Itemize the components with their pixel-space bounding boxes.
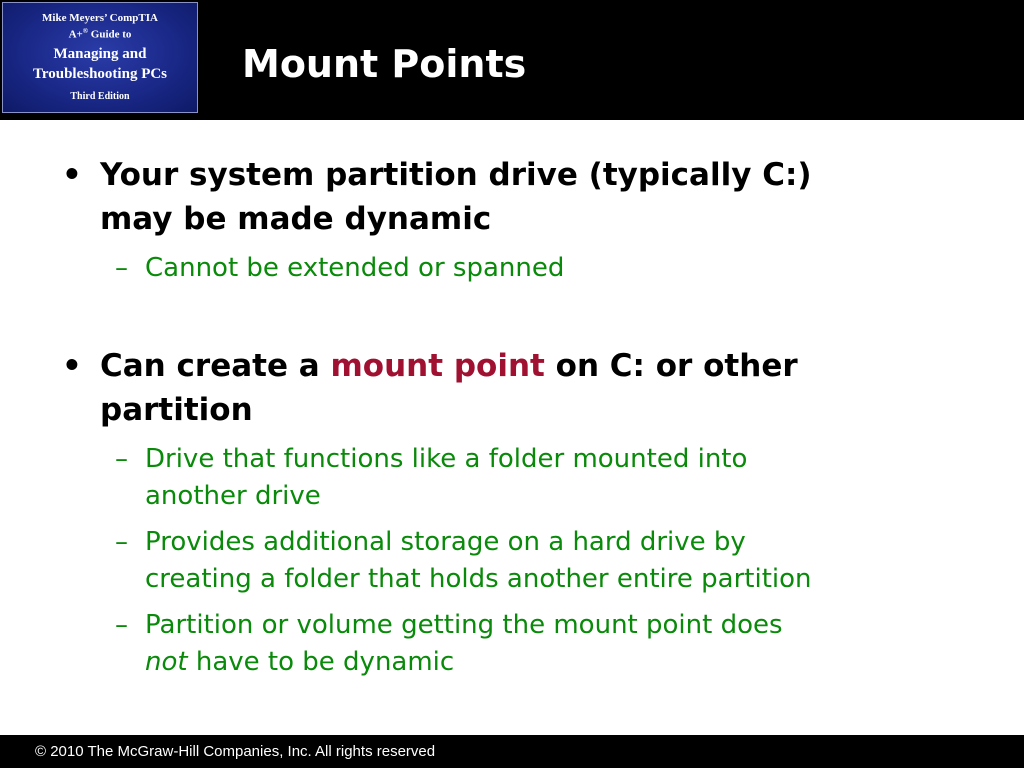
logo-title-line-1: Managing and xyxy=(53,45,147,62)
sub-bullet-text-line: another drive xyxy=(145,481,321,511)
mount-point-highlight: mount point xyxy=(330,348,545,384)
logo-guide-line: A+® Guide to xyxy=(68,27,132,41)
sub-bullet-text-line: Partition or volume getting the mount point does xyxy=(145,610,783,640)
bullet-text-line: Can create a mount point on C: or other xyxy=(100,348,798,384)
sub-bullet-text-line: Drive that functions like a folder mounted into xyxy=(145,444,748,474)
slide-title: Mount Points xyxy=(242,42,527,86)
logo-author-line: Mike Meyers’ CompTIA xyxy=(42,12,158,24)
sub-bullet-dash: – xyxy=(115,253,128,283)
sub-bullet-drive-folder xyxy=(115,441,985,515)
logo-title-line-2: Troubleshooting PCs xyxy=(32,65,168,82)
sub-bullet-dash: – xyxy=(115,610,128,640)
slide-footer xyxy=(0,735,1024,768)
bullet-system-partition xyxy=(62,153,1000,241)
sub-bullet-cannot-extend xyxy=(115,250,985,287)
sub-bullet-text-line: Provides additional storage on a hard drive by xyxy=(145,527,746,557)
bullet-text-line: partition xyxy=(100,392,253,428)
sub-bullet-text-line: not have to be dynamic xyxy=(145,647,455,677)
logo-edition-line: Third Edition xyxy=(70,90,130,102)
sub-bullet-dash: – xyxy=(115,444,128,474)
sub-bullet-text-line: Cannot be extended or spanned xyxy=(145,253,565,283)
bullet-dot: • xyxy=(62,157,82,193)
sub-bullet-additional-storage xyxy=(115,524,985,598)
not-emphasis: not xyxy=(145,647,188,677)
sub-bullet-text-line: creating a folder that holds another entire partition xyxy=(145,564,812,594)
bullet-text-line: Your system partition drive (typically C:) xyxy=(100,157,812,193)
sub-bullet-not-dynamic xyxy=(115,607,985,681)
bullet-text-line: may be made dynamic xyxy=(100,201,492,237)
sub-bullet-dash: – xyxy=(115,527,128,557)
copyright-text: © 2010 The McGraw-Hill Companies, Inc. All rights reserved xyxy=(35,743,436,760)
bullet-dot: • xyxy=(62,348,82,384)
bullet-mount-point xyxy=(62,344,1000,432)
